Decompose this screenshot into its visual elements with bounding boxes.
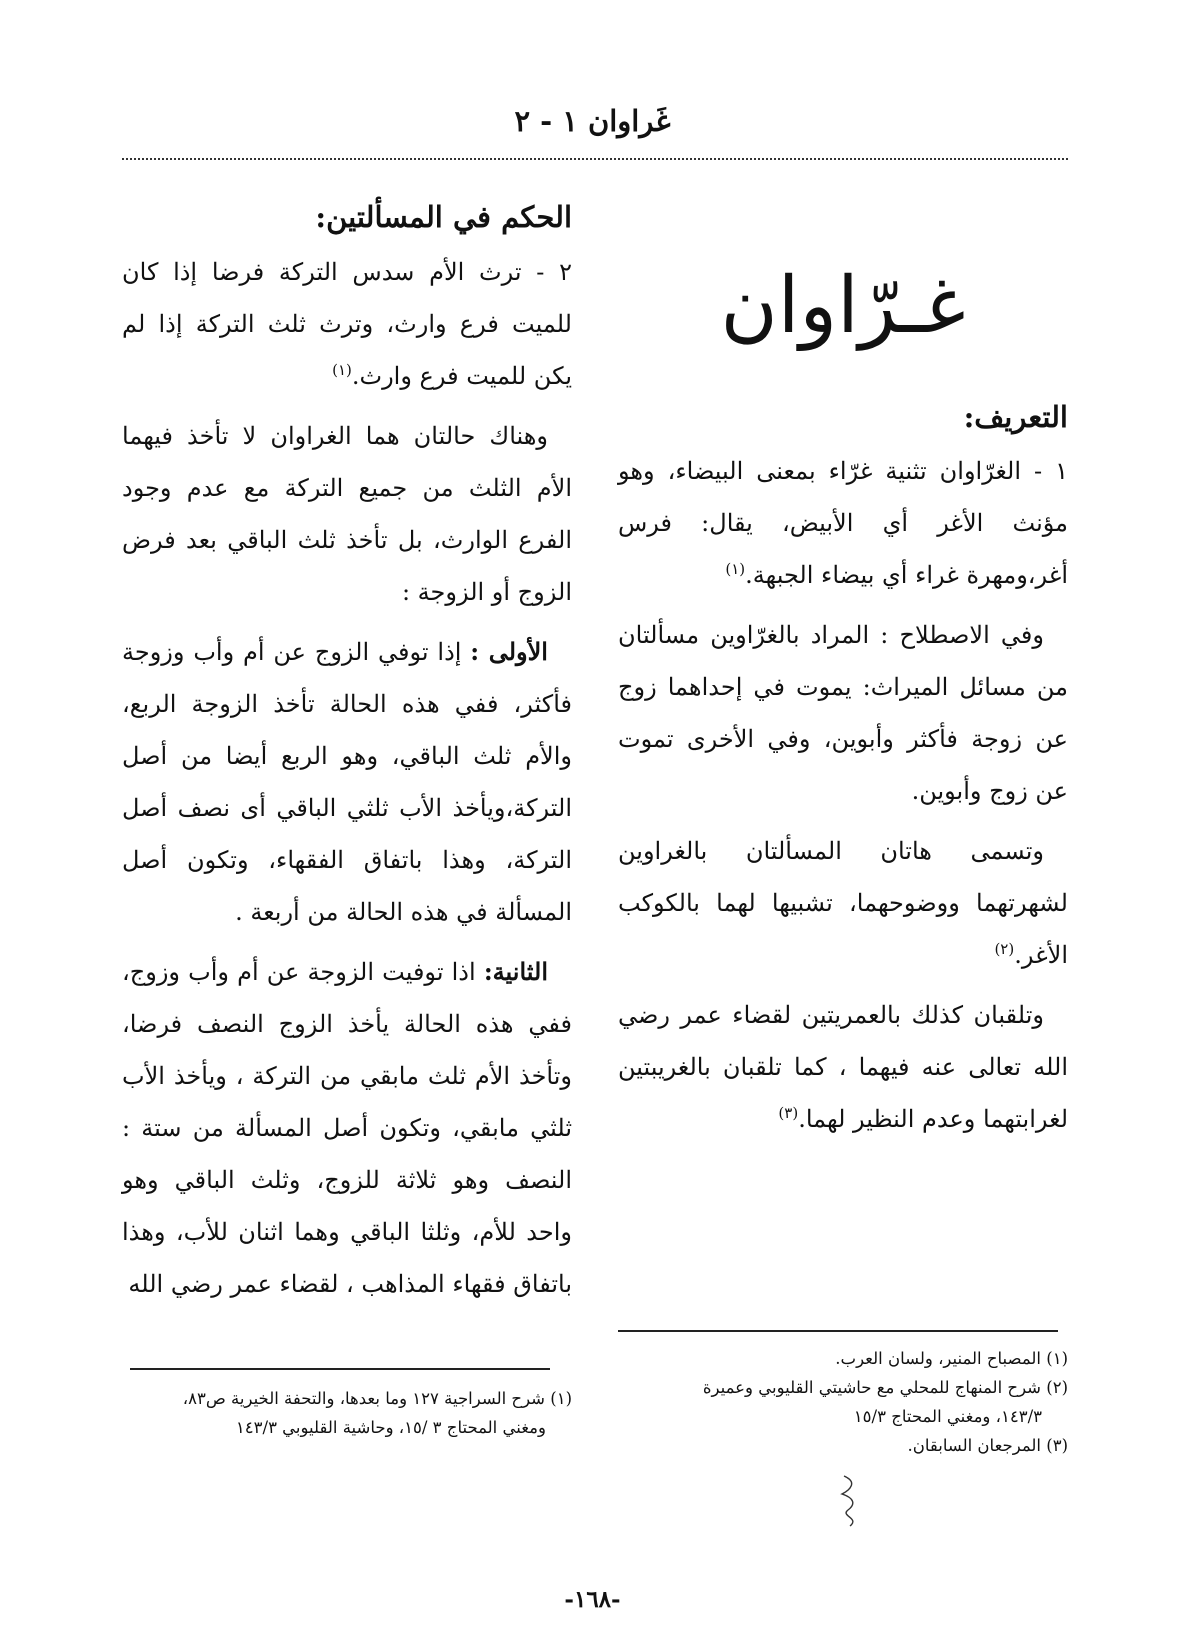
- ruling-heading: الحكم في المسألتين:: [315, 200, 572, 234]
- footnote-continuation: ١٤٣/٣، ومغني المحتاج ١٥/٣: [853, 1407, 1042, 1426]
- running-title: غَراوان ١ - ٢: [514, 104, 671, 138]
- footnote-continuation: ومغني المحتاج ٣ /١٥، وحاشية القليوبي ١٤٣/٣: [235, 1418, 546, 1437]
- footnote-separator: [130, 1368, 550, 1370]
- inheritance-rule-paragraph: ٢ - ترث الأم سدس التركة فرضا إذا كان للميت فرع وارث، وترث ثلث التركة إذا لم يكن للميت فرع وارث.$^{(١)}$: [122, 257, 572, 390]
- terminology-paragraph: وفي الاصطلاح : المراد بالغرّاوين مسألتان من مسائل الميراث: يموت في إحداهما زوج عن زوجة فأكثر وأبوين، وفي الأخرى تموت عن زوج وأبوين.: [618, 621, 1068, 806]
- article-title: غـرّاوان: [720, 261, 966, 351]
- first-case-paragraph: الأولى : إذا توفي الزوج عن أم وأب وزوجة فأكثر، ففي هذه الحالة تأخذ الزوجة الربع، والأم ثلث الباقي، وهو الربع أيضا من أصل التركة،ويأخذ الأب ثلثي الباقي أى نصف أصل التركة، وهذا باتفاق الفقهاء، وتكون أصل المسألة في هذه الحالة من أربعة .: [122, 636, 572, 926]
- footnote-ref: (٣): [778, 1104, 799, 1123]
- first-case-label: الأولى :: [470, 636, 548, 666]
- two-cases-intro-paragraph: وهناك حالتان هما الغراوان لا تأخذ فيهما الأم الثلث من جميع التركة مع عدم وجود الفرع الوارث، بل تأخذ ثلث الباقي بعد فرض الزوج أو الزوجة :: [122, 421, 572, 606]
- footnote: (٣) المرجعان السابقان.: [907, 1436, 1068, 1455]
- footnote-separator: [618, 1330, 1058, 1332]
- footnote: (٢) شرح المنهاج للمحلي مع حاشيتي القليوبي وعميرة: [702, 1378, 1068, 1397]
- footnote-ref: (٢): [994, 940, 1015, 959]
- definition-heading: التعريف:: [963, 399, 1068, 434]
- footnote: (١) شرح السراجية ١٢٧ وما بعدها، والتحفة الخيرية ص٨٣،: [182, 1389, 572, 1408]
- right-column: [618, 190, 1068, 1153]
- definition-paragraph: ١ - الغرّاوان تثنية غرّاء بمعنى البيضاء، وهو مؤنث الأغر أي الأبيض، يقال: فرس أغر،ومهرة غراء أي بيضاء الجبهة.$^{(١)}$: [618, 457, 1068, 590]
- nicknames-paragraph: وتلقبان كذلك بالعمريتين لقضاء عمر رضي الله تعالى عنه فيهما ، كما تلقبان بالغريبتين لغرابتهما وعدم النظير لهما.$^{(٣)}$: [618, 1001, 1068, 1134]
- naming-paragraph: وتسمى هاتان المسألتان بالغراوين لشهرتهما ووضوحهما، تشبيها لهما بالكوكب الأغر.$^{(٢)}$: [618, 837, 1068, 970]
- footnote-ref: (١): [725, 560, 746, 579]
- footnotes-right: [618, 1344, 1068, 1460]
- left-column: [122, 196, 572, 1318]
- footnote-ref: (١): [332, 360, 352, 379]
- page-number: -١٦٨-: [564, 1586, 621, 1613]
- footnote: (١) المصباح المنير، ولسان العرب.: [835, 1349, 1068, 1368]
- footnotes-left: [122, 1384, 572, 1442]
- second-case-paragraph: الثانية: اذا توفيت الزوجة عن أم وأب وزوج، ففي هذه الحالة يأخذ الزوج النصف فرضا، وتأخذ الأم ثلث مابقي من التركة ، ويأخذ الأب ثلثي مابقي، وتكون أصل المسألة من ستة : النصف وهو ثلاثة للزوج، وثلث الباقي وهو واحد للأم، وثلثا الباقي وهما اثنان للأب، وهذا باتفاق فقهاء المذاهب ، لقضاء عمر رضي الله: [122, 956, 572, 1298]
- header-dotted-rule: [122, 158, 1068, 160]
- second-case-label: الثانية:: [483, 956, 548, 986]
- pen-mark-icon: [836, 1472, 876, 1532]
